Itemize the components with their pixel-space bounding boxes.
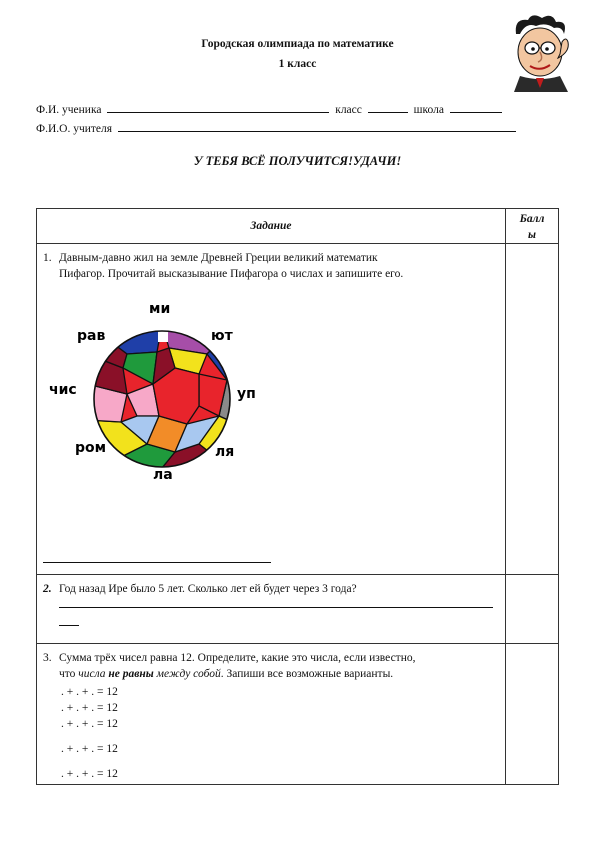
teacher-info-row bbox=[36, 120, 519, 135]
teacher-name-field[interactable] bbox=[118, 120, 516, 132]
olympiad-title: Городская олимпиада по математике bbox=[201, 38, 394, 50]
task-1-content bbox=[37, 244, 506, 575]
task-1-text bbox=[43, 250, 498, 282]
task-3-score-cell[interactable] bbox=[506, 644, 559, 785]
wheel-label-top: ми bbox=[149, 301, 171, 317]
equation-1[interactable]: . + . + . = 12 bbox=[61, 686, 118, 698]
task-1-line2: Пифагор. Прочитай высказывание Пифагора о числах и запишите его. bbox=[59, 268, 404, 280]
school-field[interactable] bbox=[450, 101, 502, 113]
task-2-text bbox=[43, 581, 498, 597]
equation-5[interactable]: . + . + . = 12 bbox=[61, 768, 118, 780]
task-3-line1: Сумма трёх чисел равна 12. Определите, какие это числа, если известно, bbox=[59, 652, 416, 664]
wheel-label-top-right: ют bbox=[211, 328, 233, 344]
equation-3[interactable]: . + . + . = 12 bbox=[61, 718, 118, 730]
task-row-1 bbox=[37, 244, 559, 575]
task-row-3 bbox=[37, 644, 559, 785]
task-2-score-cell[interactable] bbox=[506, 575, 559, 644]
equation-2[interactable]: . + . + . = 12 bbox=[61, 702, 118, 714]
score-header-line2: ы bbox=[528, 229, 536, 241]
task-1-score-cell[interactable] bbox=[506, 244, 559, 575]
task-3-line2-end: . Запиши все возможные варианты. bbox=[220, 668, 394, 680]
class-label: класс bbox=[335, 104, 362, 116]
task-3-not-equal-emphasis: не равны bbox=[108, 668, 154, 680]
task-3-italic-between: между собой bbox=[153, 668, 221, 680]
table-header-row bbox=[37, 209, 559, 244]
task-3-line2-start: что bbox=[59, 668, 79, 680]
school-label: школа bbox=[413, 104, 444, 116]
tasks-table bbox=[36, 208, 559, 785]
wheel-label-bottom-left: ром bbox=[75, 440, 107, 456]
task-2-answer-line-1[interactable] bbox=[59, 607, 493, 608]
student-label: Ф.И. ученика bbox=[36, 104, 102, 116]
task-1-answer-line[interactable] bbox=[43, 562, 271, 563]
wheel-label-right: уп bbox=[237, 386, 256, 402]
task-column-header: Задание bbox=[37, 209, 506, 244]
grade-label: 1 класс bbox=[278, 58, 317, 70]
task-3-line2 bbox=[43, 666, 498, 682]
professor-mascot-icon bbox=[506, 12, 578, 92]
task-1-line1: Давным-давно жил на земле Древней Греции великий математик bbox=[59, 252, 378, 264]
score-header-line1: Балл bbox=[519, 213, 545, 225]
task-3-italic-numbers: числа bbox=[78, 668, 109, 680]
task-3-text bbox=[43, 650, 498, 682]
class-field[interactable] bbox=[368, 101, 408, 113]
task-2-content bbox=[37, 575, 506, 644]
task-row-2 bbox=[37, 575, 559, 644]
motto: У ТЕБЯ ВСЁ ПОЛУЧИТСЯ!УДАЧИ! bbox=[193, 154, 402, 168]
task-3-content bbox=[37, 644, 506, 785]
score-column-header bbox=[506, 209, 559, 244]
wheel-label-top-left: рав bbox=[77, 328, 106, 344]
equation-4[interactable]: . + . + . = 12 bbox=[61, 743, 118, 755]
task-2-number: 2. bbox=[43, 583, 52, 595]
wheel-label-bottom: ла bbox=[153, 467, 173, 483]
student-info-row bbox=[36, 101, 505, 116]
task-3-number: 3. bbox=[43, 652, 52, 664]
wheel-label-bottom-right: ля bbox=[215, 444, 235, 460]
teacher-label: Ф.И.О. учителя bbox=[36, 123, 113, 135]
task-2-question: Год назад Ире было 5 лет. Сколько лет ей будет через 3 года? bbox=[59, 583, 357, 595]
student-name-field[interactable] bbox=[107, 101, 329, 113]
task-1-number: 1. bbox=[43, 252, 52, 264]
task-2-answer-line-2[interactable] bbox=[59, 625, 79, 626]
wheel-label-left: чис bbox=[49, 382, 77, 398]
